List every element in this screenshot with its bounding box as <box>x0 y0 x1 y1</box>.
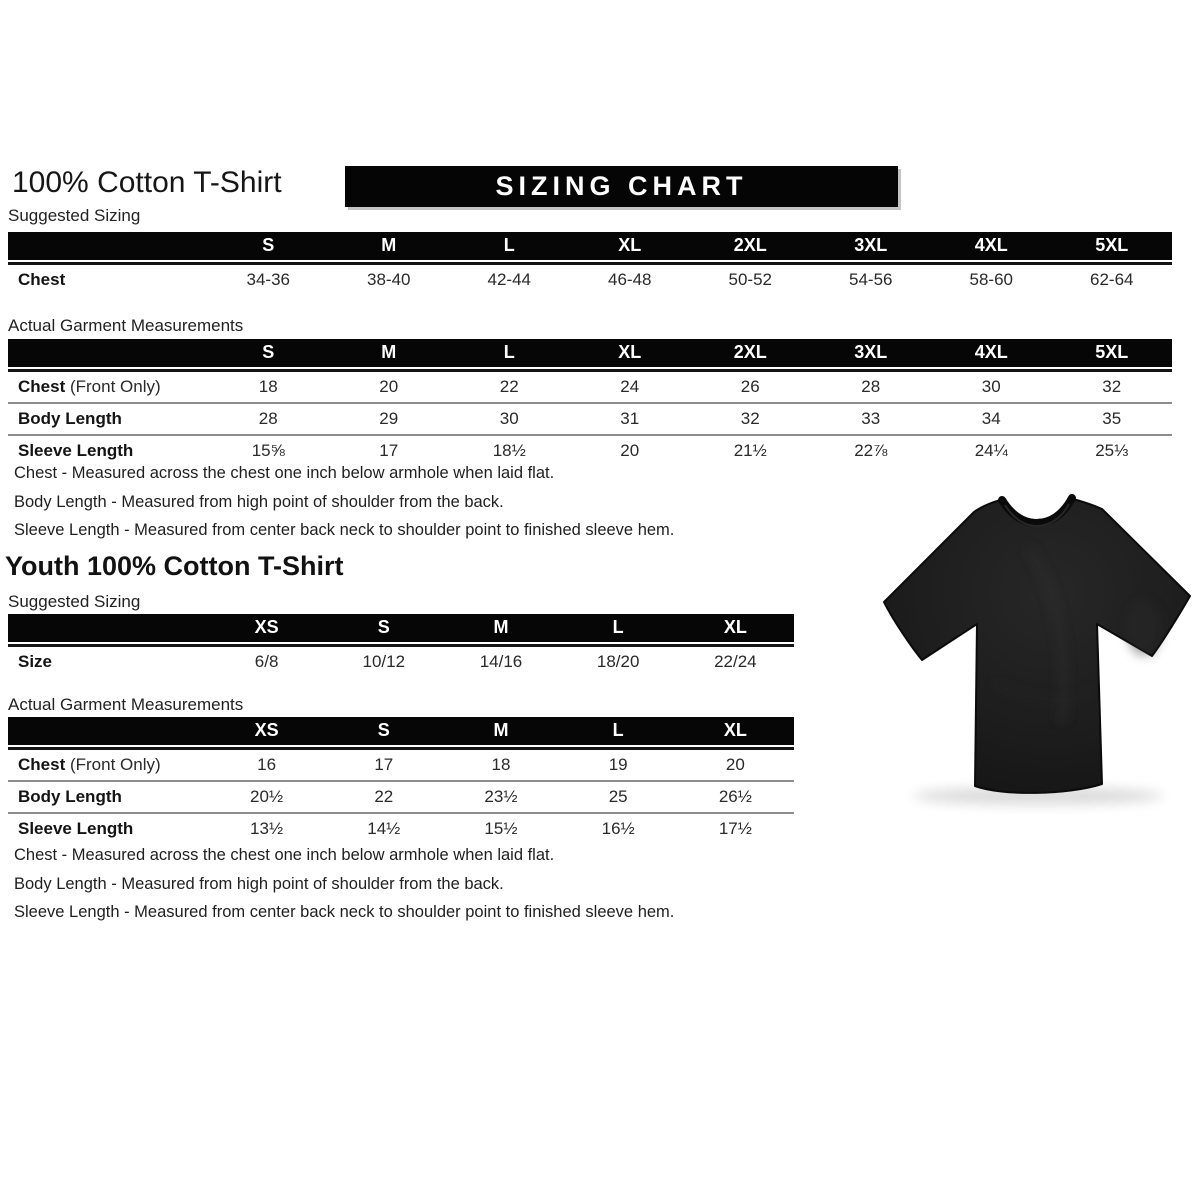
measurement-value: 34-36 <box>208 262 329 295</box>
adult-suggested-sizing-table <box>8 232 1172 295</box>
row-label: Body Length <box>8 402 208 434</box>
measurement-row <box>8 780 794 812</box>
measurement-value: 38-40 <box>329 262 450 295</box>
size-header-row <box>8 614 794 644</box>
measurement-note: Body Length - Measured from high point of shoulder from the back. <box>14 874 504 893</box>
youth-measurement-notes <box>14 841 674 927</box>
size-column-header: XS <box>208 717 325 747</box>
measurement-note: Body Length - Measured from high point of shoulder from the back. <box>14 492 504 511</box>
measurement-value: 10/12 <box>325 644 442 677</box>
black-tshirt-image <box>876 478 1200 818</box>
size-column-header: XL <box>677 614 794 644</box>
measurement-value: 18/20 <box>560 644 677 677</box>
measurement-value: 54-56 <box>811 262 932 295</box>
measurement-value: 19 <box>560 747 677 780</box>
measurement-value: 33 <box>811 402 932 434</box>
size-column-header: 2XL <box>690 232 811 262</box>
size-column-header: XL <box>570 232 691 262</box>
measurement-value: 32 <box>1052 369 1173 402</box>
measurement-value: 28 <box>208 402 329 434</box>
measurement-note: Chest - Measured across the chest one inch below armhole when laid flat. <box>14 846 555 864</box>
measurement-value: 28 <box>811 369 932 402</box>
measurement-value: 20 <box>329 369 450 402</box>
youth-suggested-sizing-table <box>8 614 794 677</box>
measurement-value: 22⅞ <box>811 434 932 466</box>
measurement-value: 31 <box>570 402 691 434</box>
measurement-value: 22/24 <box>677 644 794 677</box>
measurement-row <box>8 262 1172 295</box>
measurement-value: 16½ <box>560 812 677 844</box>
size-column-header: M <box>442 717 559 747</box>
row-label: Chest <box>8 262 208 295</box>
measurement-value: 18 <box>208 369 329 402</box>
measurement-row <box>8 369 1172 402</box>
size-column-header: 3XL <box>811 339 932 369</box>
measurement-value: 14½ <box>325 812 442 844</box>
measurement-value: 14/16 <box>442 644 559 677</box>
header-corner-cell <box>8 232 208 262</box>
measurement-value: 23½ <box>442 780 559 812</box>
size-column-header: S <box>325 614 442 644</box>
adult-measurement-notes <box>14 459 674 545</box>
youth-suggested-sizing-label: Suggested Sizing <box>8 592 141 611</box>
header-corner-cell <box>8 717 208 747</box>
measurement-value: 17 <box>325 747 442 780</box>
measurement-value: 25 <box>560 780 677 812</box>
measurement-value: 26½ <box>677 780 794 812</box>
size-column-header: 4XL <box>931 339 1052 369</box>
measurement-value: 30 <box>931 369 1052 402</box>
adult-actual-measurements-label: Actual Garment Measurements <box>8 316 244 335</box>
measurement-row <box>8 812 794 844</box>
size-header-row <box>8 717 794 747</box>
measurement-value: 17½ <box>677 812 794 844</box>
size-column-header: 5XL <box>1052 232 1173 262</box>
measurement-value: 29 <box>329 402 450 434</box>
measurement-value: 50-52 <box>690 262 811 295</box>
size-column-header: 4XL <box>931 232 1052 262</box>
measurement-value: 15½ <box>442 812 559 844</box>
size-column-header: XL <box>570 339 691 369</box>
adult-actual-measurements-table <box>8 339 1172 466</box>
measurement-value: 46-48 <box>570 262 691 295</box>
size-header-row <box>8 339 1172 369</box>
header-corner-cell <box>8 339 208 369</box>
size-column-header: XS <box>208 614 325 644</box>
measurement-value: 42-44 <box>449 262 570 295</box>
size-column-header: M <box>442 614 559 644</box>
measurement-value: 24 <box>570 369 691 402</box>
measurement-row <box>8 747 794 780</box>
measurement-value: 34 <box>931 402 1052 434</box>
row-label: Chest (Front Only) <box>8 747 208 780</box>
measurement-note: Chest - Measured across the chest one inch below armhole when laid flat. <box>14 464 555 482</box>
measurement-value: 24¼ <box>931 434 1052 466</box>
row-label: Sleeve Length <box>8 812 208 844</box>
size-column-header: 5XL <box>1052 339 1173 369</box>
measurement-value: 22 <box>449 369 570 402</box>
measurement-value: 58-60 <box>931 262 1052 295</box>
measurement-value: 20 <box>677 747 794 780</box>
sizing-chart-banner: SIZING CHART <box>345 166 898 207</box>
size-column-header: S <box>325 717 442 747</box>
adult-suggested-sizing-label: Suggested Sizing <box>8 206 141 225</box>
measurement-value: 22 <box>325 780 442 812</box>
size-header-row <box>8 232 1172 262</box>
size-column-header: L <box>449 339 570 369</box>
measurement-value: 18½ <box>449 434 570 466</box>
row-label: Sleeve Length <box>8 434 208 466</box>
measurement-value: 35 <box>1052 402 1173 434</box>
row-label: Chest (Front Only) <box>8 369 208 402</box>
youth-actual-measurements-table <box>8 717 794 844</box>
measurement-value: 18 <box>442 747 559 780</box>
measurement-value: 32 <box>690 402 811 434</box>
size-column-header: M <box>329 232 450 262</box>
size-column-header: XL <box>677 717 794 747</box>
measurement-value: 20 <box>570 434 691 466</box>
size-column-header: S <box>208 339 329 369</box>
measurement-value: 62-64 <box>1052 262 1173 295</box>
measurement-value: 26 <box>690 369 811 402</box>
measurement-row <box>8 402 1172 434</box>
measurement-value: 15⅝ <box>208 434 329 466</box>
size-column-header: M <box>329 339 450 369</box>
measurement-value: 30 <box>449 402 570 434</box>
header-corner-cell <box>8 614 208 644</box>
row-label: Size <box>8 644 208 677</box>
measurement-row <box>8 644 794 677</box>
size-column-header: L <box>449 232 570 262</box>
tshirt-illustration <box>876 478 1200 818</box>
measurement-value: 6/8 <box>208 644 325 677</box>
measurement-value: 16 <box>208 747 325 780</box>
tshirt-sleeve-sheen <box>1126 600 1162 656</box>
measurement-value: 17 <box>329 434 450 466</box>
size-column-header: L <box>560 614 677 644</box>
youth-actual-measurements-label: Actual Garment Measurements <box>8 695 244 714</box>
row-label: Body Length <box>8 780 208 812</box>
measurement-value: 13½ <box>208 812 325 844</box>
youth-section-title: Youth 100% Cotton T-Shirt <box>5 551 344 581</box>
measurement-value: 20½ <box>208 780 325 812</box>
page-title: 100% Cotton T-Shirt <box>12 166 282 199</box>
measurement-note: Sleeve Length - Measured from center back neck to shoulder point to finished sleeve hem. <box>14 521 675 539</box>
measurement-note: Sleeve Length - Measured from center back neck to shoulder point to finished sleeve hem. <box>14 903 675 921</box>
size-column-header: 3XL <box>811 232 932 262</box>
size-column-header: 2XL <box>690 339 811 369</box>
measurement-value: 25⅓ <box>1052 434 1173 466</box>
size-column-header: S <box>208 232 329 262</box>
size-column-header: L <box>560 717 677 747</box>
measurement-value: 21½ <box>690 434 811 466</box>
